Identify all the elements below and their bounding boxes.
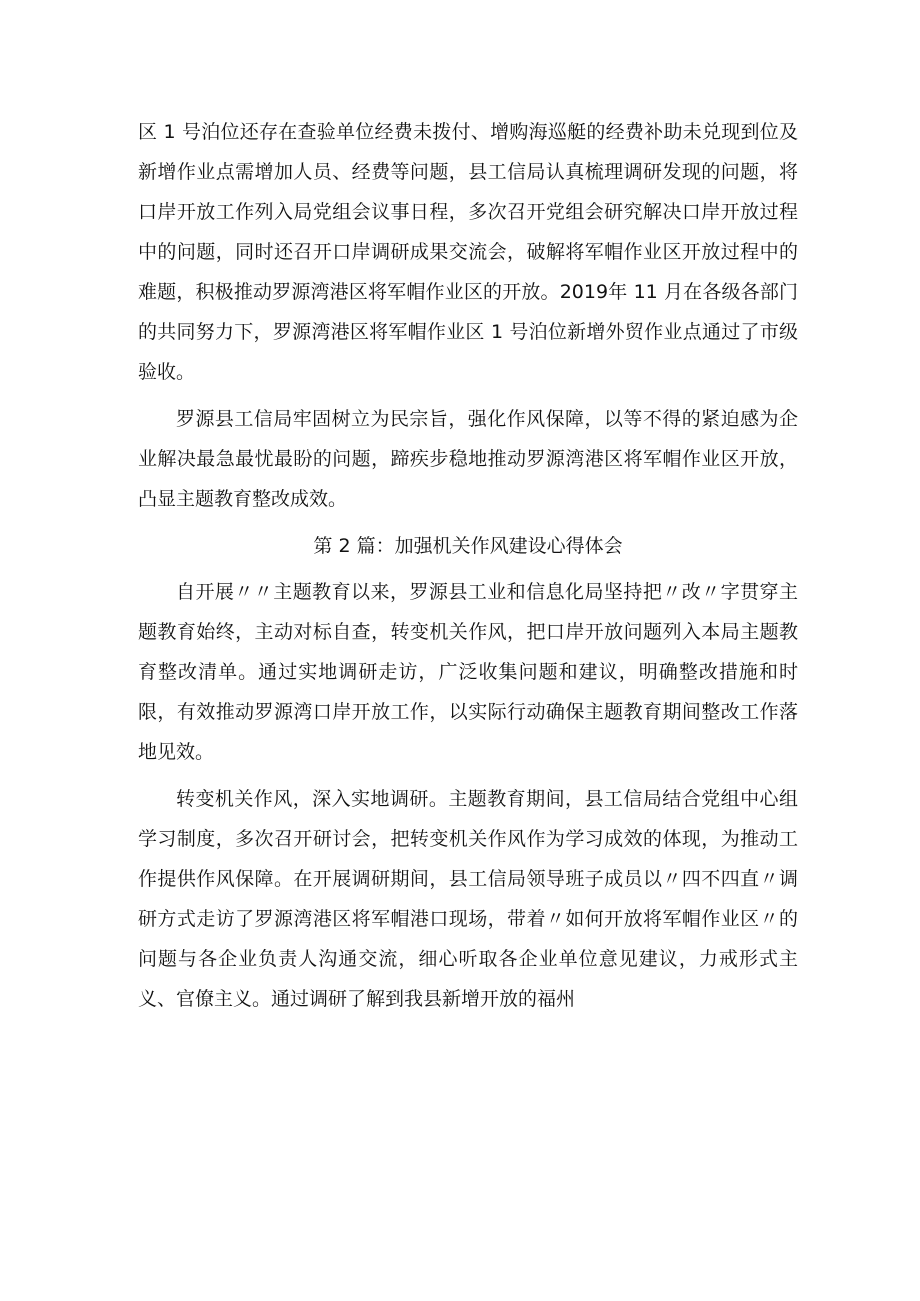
section-heading: 第 2 篇：加强机关作风建设心得体会 [313,535,623,557]
body-paragraph-4: 转变机关作风，深入实地调研。主题教育期间，县工信局结合党组中心组学习制度，多次召开研讨会，把转变机关作风作为学习成效的体现，为推动工作提供作风保障。在开展调研期间，县工信局领导班子成员以〃四不四直〃调研方式走访了罗源湾港区将军帽港口现场，带着〃如何开放将军帽作业区〃的问题与各企业负责人沟通交流，细心听取各企业单位意见建议，力戒形式主义、官僚主义。通过调研了解到我县新增开放的福州 [138,788,798,1010]
body-paragraph-3: 自开展〃〃主题教育以来，罗源县工业和信息化局坚持把〃改〃字贯穿主题教育始终，主动对标自查，转变机关作风，把口岸开放问题列入本局主题教育整改清单。通过实地调研走访，广泛收集问题和建议，明确整改措施和时限，有效推动罗源湾口岸开放工作，以实际行动确保主题教育期间整改工作落地见效。 [138,581,798,763]
body-paragraph-2: 罗源县工信局牢固树立为民宗旨，强化作风保障，以等不得的紧迫感为企业解决最急最忧最盼的问题，蹄疾步稳地推动罗源湾港区将军帽作业区开放，凸显主题教育整改成效。 [138,408,798,510]
body-paragraph-1: 区 1 号泊位还存在查验单位经费未拨付、增购海巡艇的经费补助未兑现到位及新增作业点需增加人员、经费等问题，县工信局认真梳理调研发现的问题，将口岸开放工作列入局党组会议事日程，多次召开党组会研究解决口岸开放过程中的问题，同时还召开口岸调研成果交流会，破解将军帽作业区开放过程中的难题，积极推动罗源湾港区将军帽作业区的开放。2019年 11 月在各级各部门的共同努力下，罗源湾港区将军帽作业区 1 号泊位新增外贸作业点通过了市级验收。 [138,121,798,383]
document-body [138,112,798,1026]
